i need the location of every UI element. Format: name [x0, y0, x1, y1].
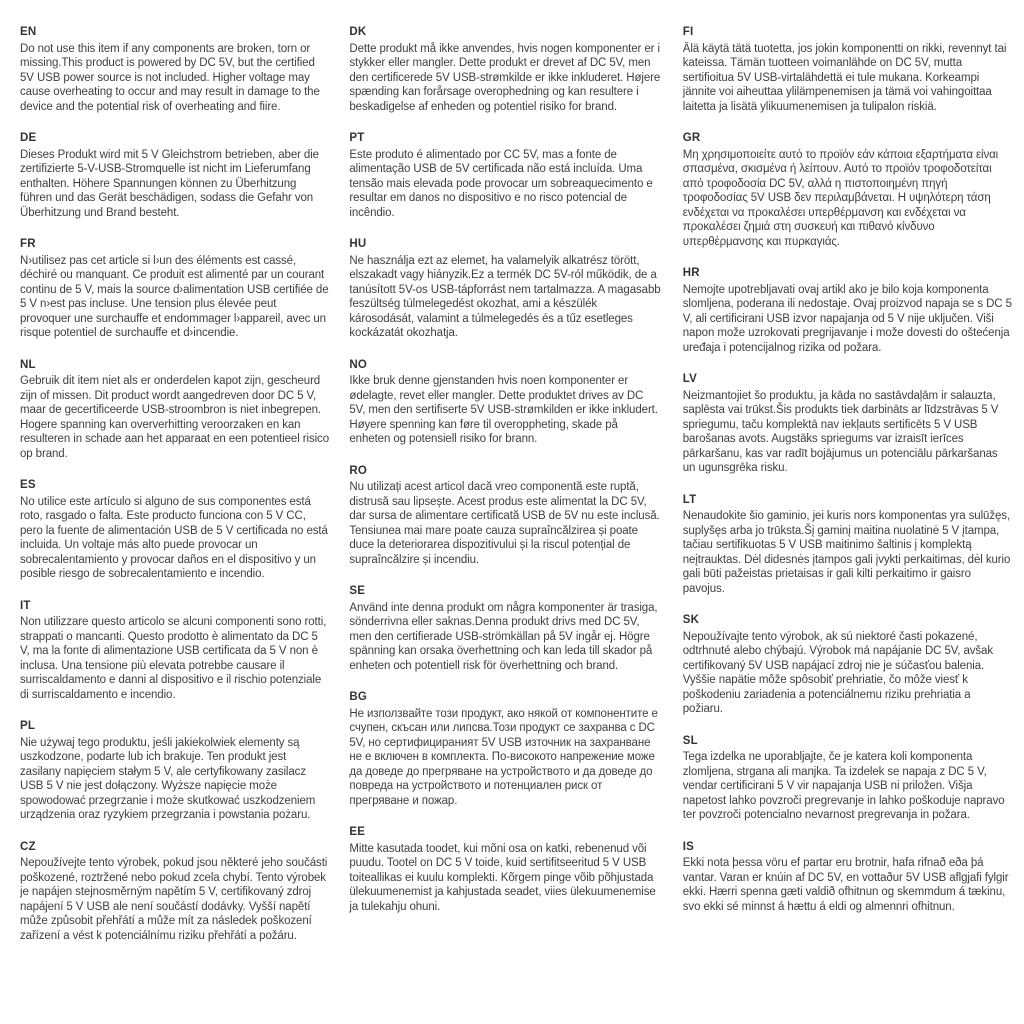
- language-code-sl: SL: [682, 734, 698, 747]
- warning-text-nl: Gebruik dit item niet als er onderdelen kapot zijn, gescheurd zijn of missen. Dit product wordt aangedreven door DC 5 V, maar de gecertificeerde USB-stroombron is niet inbegrepen. Hogere spanning kan oververhitting veroorzaken en kan resulteren in schade aan het apparaat en een potentieel risico op brand.: [20, 375, 329, 460]
- column-3: [683, 25, 1012, 1024]
- section-cz: [20, 840, 329, 944]
- section-no: [349, 358, 660, 447]
- warning-text-pl: Nie używaj tego produktu, jeśli jakiekolwiek elementy są uszkodzone, podarte lub ich brakuje. Ten produkt jest zasilany napięciem stałym 5 V, ale certyfikowany zasilacz USB 5 V nie jest dołączony. Wyższe napięcie może spowodować przegrzanie i może skutkować uszkodzeniem urządzenia oraz ryzykiem przegrzania i powstania pożaru.: [20, 736, 316, 821]
- warning-text-fi: Älä käytä tätä tuotetta, jos jokin komponentti on rikki, revennyt tai kateissa. Tämän tuotteen voimanlähde on DC 5V, mutta sertifioitua 5V USB-virtalähdettä ei tule mukana. Korkeampi jännite voi aiheuttaa ylilämpenemisen ja tämä voi vahingoittaa laitetta ja lisätä ylikuumenemisen ja tulipalon riskiä.: [682, 42, 1007, 113]
- section-it: [20, 599, 329, 703]
- warning-text-hr: Nemojte upotrebljavati ovaj artikl ako je bilo koja komponenta slomljena, poderana ili nedostaje. Ovaj proizvod napaja se s DC 5 V, ali certificirani USB izvor napajanja od 5 V nije uključen. Viši napon može uzrokovati pregrijavanje i može dovesti do oštećenja uređaja i potencijalnog rizika od požara.: [682, 283, 1012, 354]
- section-pt: [349, 131, 660, 220]
- warning-text-cz: Nepoužívejte tento výrobek, pokud jsou některé jeho součásti poškozené, roztržené nebo pokud zcela chybí. Tento výrobek je napájen stejnosměrným napětím 5 V, certifikovaný zdroj napájení 5 V USB ale není součástí dodávky. Vyšší napětí může způsobit přehřátí a může mít za následek poškození zařízení a vést k potenciálnímu riziku přehřátí a požáru.: [20, 857, 328, 942]
- language-code-ro: RO: [349, 464, 368, 477]
- language-code-es: ES: [20, 479, 36, 491]
- language-code-fi: FI: [682, 26, 694, 38]
- section-de: [20, 131, 329, 220]
- section-lv: [683, 372, 1012, 476]
- section-is: [683, 840, 1012, 915]
- warning-text-sl: Tega izdelka ne uporabljajte, če je katera koli komponenta zlomljena, strgana ali manjka. Ta izdelek se napaja z DC 5 V, vendar certificirani 5 V vir napajanja USB ni priložen. Višja napetost lahko povzroči pregrevanje in lahko poškoduje napravo ter povzroči potencialno nevarnost pregrevanja in požara.: [682, 751, 1005, 821]
- language-code-lv: LV: [682, 373, 698, 385]
- warning-text-en: Do not use this item if any components are broken, torn or missing.This product is powered by DC 5V, but the certified 5V USB power source is not included. Higher voltage may cause overheating to occur and may result in damage to the device and the potential risk of overheating and fiire.: [20, 42, 320, 113]
- warning-text-se: Använd inte denna produkt om några komponenter är trasiga, sönderrivna eller saknas.Denna produkt drivs med DC 5V, men den certifierade USB-strömkällan på 5V ingår ej. Högre spänning kan orsaka överhettning och kan leda till skador på enheten och potentiell risk för överhettning och brand.: [349, 601, 658, 672]
- section-se: [349, 584, 660, 673]
- language-code-hu: HU: [349, 238, 367, 250]
- warning-text-ro: Nu utilizați acest articol dacă vreo componentă este ruptă, distrusă sau lipsește. Acest produs este alimentat la DC 5V, dar sursa de alimentare certificată USB de 5V nu este inclusă. Tensiunea mai mare poate cauza supraîncălzirea și poate duce la deteriorarea dispozitivului și la riscul potențial de supraîncălzire și incendiu.: [349, 481, 660, 566]
- section-dk: [349, 25, 660, 114]
- language-code-hr: HR: [682, 267, 700, 279]
- section-hr: [683, 266, 1012, 355]
- section-pl: [20, 719, 329, 823]
- warning-text-dk: Dette produkt må ikke anvendes, hvis nogen komponenter er i stykker eller mangler. Dette produkt er drevet af DC 5V, men den certificerede 5V USB-strømkilde er ikke inkluderet. Højere spænding kan forårsage overophedning og kan resultere i beskadigelse af enheden og potentiel risiko for brand.: [349, 42, 661, 113]
- language-code-bg: BG: [349, 691, 368, 703]
- language-code-no: NO: [349, 358, 368, 371]
- warning-text-hu: Ne használja ezt az elemet, ha valamelyik alkatrész törött, elszakadt vagy hiányzik.Ez a termék DC 5V-ról működik, de a tanúsított 5V-os USB-tápforrást nem tartalmazza. A magasabb feszültség túlmelegedést okozhat, ami a készülék károsodását, valamint a túlmelegedés és a tűz esetleges kockázatát okozhatja.: [349, 254, 661, 339]
- warning-text-fr: N›utilisez pas cet article si l›un des éléments est cassé, déchiré ou manquant. Ce produit est alimenté par un courant continu de 5 V, mais la source d›alimentation USB certifiée de 5 V n›est pas incluse. Une tension plus élevée peut provoquer une surchauffe et endommager l›appareil, avec un risque potentiel de surchauffe et d›incendie.: [20, 254, 329, 339]
- language-code-pt: PT: [349, 132, 365, 144]
- warning-text-pt: Este produto é alimentado por CC 5V, mas a fonte de alimentação USB de 5V certificada não está incluída. Uma tensão mais elevada pode provocar um sobreaquecimento e resultar em danos no dispositivo e no risco potencial de incêndio.: [349, 148, 653, 219]
- section-gr: [683, 131, 1012, 249]
- section-fi: [683, 25, 1012, 114]
- section-ro: [349, 464, 660, 568]
- column-1: [20, 25, 329, 1024]
- language-code-it: IT: [20, 599, 31, 612]
- section-hu: [349, 237, 660, 341]
- section-es: [20, 478, 329, 582]
- warning-text-no: Ikke bruk denne gjenstanden hvis noen komponenter er ødelagte, revet eller mangler. Dette produktet drives av DC 5V, men den sertifiserte 5V USB-strømkilden er ikke inkludert. Høyere spenning kan føre til overoppheting, skade på enheten og potensiell risiko for brann.: [349, 375, 658, 445]
- warning-text-it: Non utilizzare questo articolo se alcuni componenti sono rotti, strappati o mancanti. Questo prodotto è alimentato da DC 5 V, ma la fonte di alimentazione USB certificata da 5 V non è inclusa. Una tensione più elevata potrebbe causare il surriscaldamento e danni al dispositivo e il rischio potenziale di surriscaldamento e incendio.: [20, 616, 327, 701]
- language-code-lt: LT: [682, 493, 697, 506]
- language-code-sk: SK: [682, 614, 700, 626]
- warning-text-bg: Не използвайте този продукт, ако някой от компонентите е счупен, скъсан или липсва.Този продукт се захранва с DC 5V, но сертифицираният 5V USB източник на захранване не е включен в комплекта. По-високото напрежение може да доведе до прегряване на устройството и да доведе до повреда на устройството и потенциален риск от прегряване и пожар.: [349, 707, 658, 807]
- language-code-pl: PL: [20, 720, 36, 732]
- language-code-fr: FR: [20, 238, 36, 250]
- section-ee: [349, 825, 660, 914]
- warning-text-lv: Neizmantojiet šo produktu, ja kāda no sastāvdaļām ir salauzta, saplēsta vai trūkst.Šis produkts tiek darbināts ar līdzstrāvas 5 V spriegumu, taču komplektā nav iekļauts sertificēts 5 V USB barošanas avots. Augstāks spriegums var izraisīt ierīces pārkaršanu, kas var radīt bojājumus un potenciālu pārkaršanas un ugunsgrēka risku.: [682, 389, 999, 474]
- section-lt: [683, 493, 1012, 597]
- warning-text-is: Ekki nota þessa vöru ef partar eru brotnir, hafa rifnað eða þá vantar. Varan er knúin af DC 5V, en vottaður 5V USB aflgjafi fylgir ekki. Hærri spenna gæti valdið ofhitnun og skemmdum á tækinu, svo ekki sé minnst á hættu á eldi og almennri ofhitnun.: [682, 857, 1009, 913]
- language-code-en: EN: [20, 26, 37, 38]
- warning-text-ee: Mitte kasutada toodet, kui mõni osa on katki, rebenenud või puudu. Tootel on DC 5 V toide, kuid sertifitseeritud 5 V USB toiteallikas ei kuulu komplekti. Kõrgem pinge võib põhjustada ülekuumenemist ja kahjustada seadet, viies ülekuumenemise ja tulekahju ohuni.: [349, 842, 656, 913]
- section-bg: [349, 690, 660, 808]
- warning-text-lt: Nenaudokite šio gaminio, jei kuris nors komponentas yra sulūžęs, suplyšęs arba jo trūksta.Šį gaminį maitina nuolatinė 5 V įtampa, tačiau sertifikuotas 5 V USB maitinimo šaltinis į komplektą neįtrauktas. Dėl didesnės įtampos gali įvykti perkaitimas, dėl kurio gali būti pažeistas prietaisas ir gali kilti perkaitimo ir gaisro pavojus.: [682, 510, 1011, 595]
- section-fr: [20, 237, 329, 341]
- section-sl: [683, 734, 1012, 823]
- language-code-cz: CZ: [20, 840, 36, 853]
- language-code-dk: DK: [349, 26, 367, 38]
- section-nl: [20, 358, 329, 462]
- language-code-ee: EE: [349, 826, 366, 838]
- language-code-is: IS: [682, 840, 695, 853]
- warning-text-gr: Μη χρησιμοποιείτε αυτό το προϊόν εάν κάποια εξαρτήματα είναι σπασμένα, σκισμένα ή λείπουν. Αυτό το προϊόν τροφοδοτείται από τροφοδοσία DC 5V, αλλά η πιστοποιημένη πηγή τροφοδοσίας 5V USB δεν περιλαμβάνεται. Η υψηλότερη τάση ενδέχεται να προκαλέσει υπερθέρμανση και ενδέχεται να προκαλέσει ζημιά στη συσκευή και πιθανό κίνδυνο υπερθέρμανσης και πυρκαγιάς.: [682, 148, 999, 248]
- column-2: [349, 25, 660, 1024]
- language-code-gr: GR: [682, 132, 701, 144]
- language-code-se: SE: [349, 585, 366, 597]
- language-code-de: DE: [20, 132, 37, 144]
- warning-text-es: No utilice este artículo si alguno de sus componentes está roto, rasgado o falta. Este producto funciona con 5 V CC, pero la fuente de alimentación USB de 5 V certificada no está incluida. Un voltaje más alto puede provocar un sobrecalentamiento y provocar daños en el dispositivo y un posible riesgo de sobrecalentamiento e incendio.: [20, 495, 328, 580]
- warning-text-de: Dieses Produkt wird mit 5 V Gleichstrom betrieben, aber die zertifizierte 5-V-USB-Stromquelle ist nicht im Lieferumfang enthalten. Höhere Spannungen können zu Überhitzung führen und das Gerät beschädigen, sodass die Gefahr von Überhitzung und Brand besteht.: [20, 148, 319, 219]
- warning-text-sk: Nepoužívajte tento výrobok, ak sú niektoré časti pokazené, odtrhnuté alebo chýbajú. Výrobok má napájanie DC 5V, avšak certifikovaný 5V USB napájací zdroj nie je súčasťou balenia. Vyššie napätie môže spôsobiť prehriatie, čo môže viesť k poškodeniu zariadenia a potenciálnemu riziku prehriatia a požiaru.: [682, 630, 993, 715]
- section-sk: [683, 613, 1012, 717]
- language-code-nl: NL: [20, 358, 36, 371]
- section-en: [20, 25, 329, 114]
